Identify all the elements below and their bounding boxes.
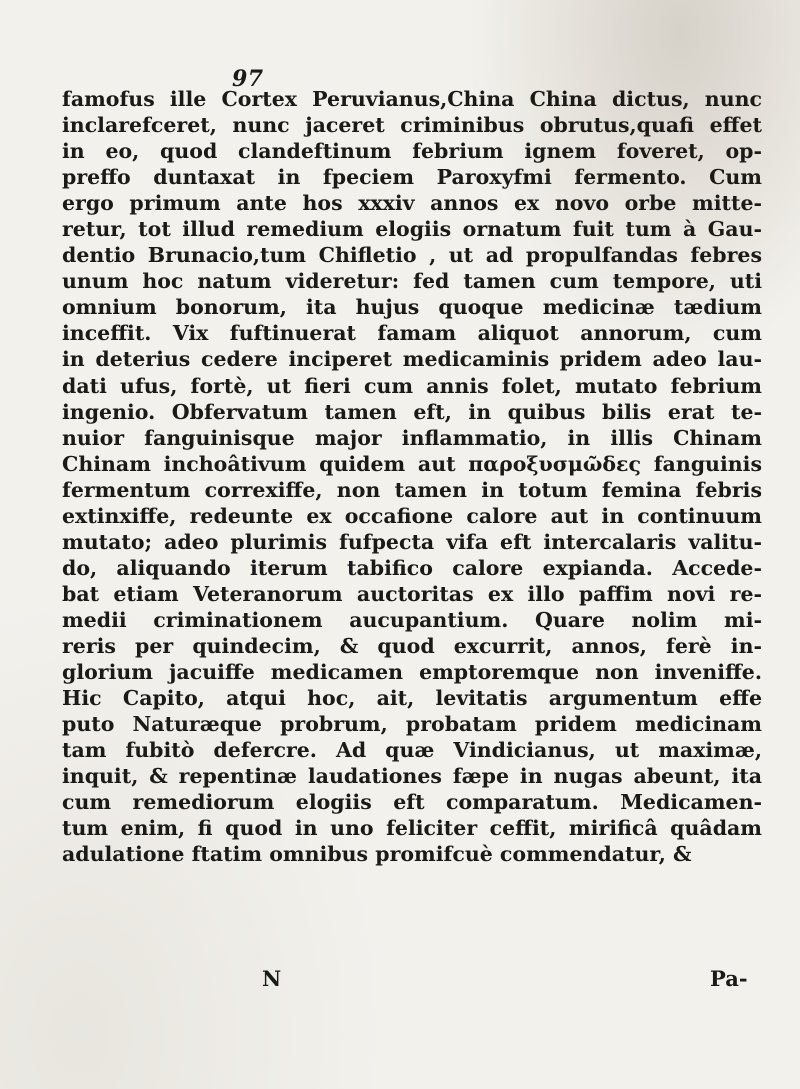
- text-line: Hic Capito, atqui hoc, ait, levitatis argumentum effe: [62, 686, 762, 711]
- text-line: ingenio. Obfervatum tamen eft, in quibus bilis erat te-: [62, 399, 762, 424]
- text-line: inquit, & repentinæ laudationes fæpe in nugas abeunt, ita: [62, 764, 762, 789]
- text-line: tam fubitò defercre. Ad quæ Vindicianus, ut maximæ,: [62, 738, 762, 763]
- text-line: extinxiffe, redeunte ex occafione calore aut in continuum: [62, 503, 762, 528]
- text-line: dentio Brunacio,tum Chifletio , ut ad propulfandas febres: [62, 243, 762, 268]
- text-line: ergo primum ante hos xxxiv annos ex novo orbe mitte-: [62, 191, 762, 216]
- text-line: in deterius cedere inciperet medicaminis pridem adeo lau-: [62, 347, 762, 372]
- text-line: puto Naturæque probrum, probatam pridem medicinam: [62, 712, 762, 737]
- text-line: reris per quindecim, & quod excurrit, annos, ferè in-: [62, 633, 762, 658]
- text-line: unum hoc natum videretur: fed tamen cum tempore, uti: [62, 269, 762, 294]
- text-line: inclarefceret, nunc jaceret criminibus obrutus,quafi effet: [62, 113, 762, 138]
- text-line: adulatione ftatim omnibus promifcuè commendatur, &: [62, 842, 692, 867]
- text-line: retur, tot illud remedium elogiis ornatum fuit tum à Gau-: [62, 217, 762, 242]
- text-line: famofus ille Cortex Peruvianus,China China dictus, nunc: [62, 87, 762, 111]
- text-line: preffo duntaxat in fpeciem Paroxyfmi fermento. Cum: [62, 165, 762, 190]
- text-line: medii criminationem aucupantium. Quare nolim mi-: [62, 607, 762, 632]
- catchword: Pa-: [710, 966, 748, 991]
- text-line: dati ufus, fortè, ut fieri cum annis folet, mutato febrium: [62, 373, 762, 398]
- text-line: Chinam inchoâtivum quidem aut παροξυσμῶδες fanguinis: [62, 451, 762, 476]
- body-text: [62, 86, 762, 867]
- text-line: fermentum correxiffe, non tamen in totum femina febris: [62, 477, 762, 502]
- signature-mark: N: [262, 966, 282, 991]
- text-line: omnium bonorum, ita hujus quoque medicinæ tædium: [62, 295, 762, 320]
- text-line: mutato; adeo plurimis fufpecta vifa eft intercalaris valitu-: [62, 529, 762, 554]
- text-line: bat etiam Veteranorum auctoritas ex illo paffim novi re-: [62, 581, 762, 606]
- page-number: 97: [232, 66, 264, 92]
- text-line: cum remediorum elogiis eft comparatum. Medicamen-: [62, 790, 762, 815]
- text-line: do, aliquando iterum tabifico calore expianda. Accede-: [62, 555, 762, 580]
- text-line: inceffit. Vix fuftinuerat famam aliquot annorum, cum: [62, 321, 762, 346]
- text-line: glorium jacuiffe medicamen emptoremque non inveniffe.: [62, 660, 762, 685]
- text-line: in eo, quod clandeftinum febrium ignem foveret, op-: [62, 139, 762, 164]
- text-line: tum enim, fi quod in uno feliciter ceffit, mirificâ quâdam: [62, 816, 762, 841]
- text-line: nuior fanguinisque major inflammatio, in illis Chinam: [62, 425, 762, 450]
